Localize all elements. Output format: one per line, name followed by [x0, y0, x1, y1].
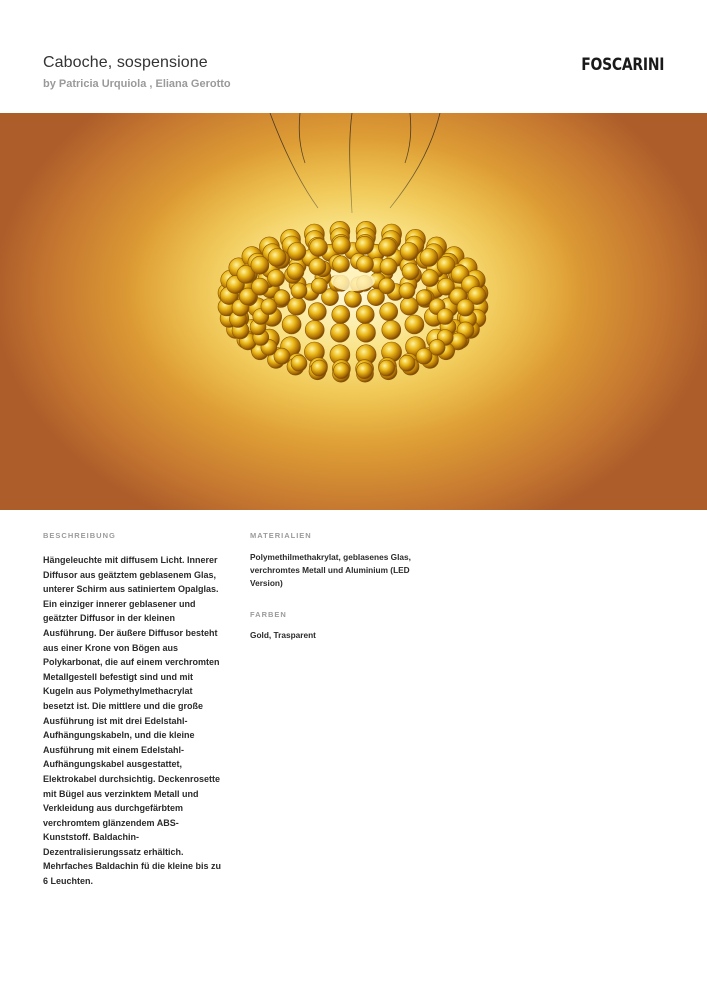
glass-bead	[379, 238, 397, 256]
glass-bead	[357, 363, 373, 379]
description-label: BESCHREIBUNG	[43, 531, 116, 540]
materials-text: Polymethilmethakrylat, geblasenes Glas, verchromtes Metall und Aluminium (LED Version)	[250, 552, 411, 588]
glass-bead	[309, 258, 326, 275]
glass-bead	[416, 348, 432, 364]
materials-label: MATERIALIEN	[250, 531, 312, 540]
colors-text: Gold, Trasparent	[250, 630, 316, 640]
glass-bead	[333, 256, 350, 273]
glass-bead	[422, 270, 439, 287]
glass-bead	[402, 263, 419, 280]
glass-bead	[380, 258, 397, 275]
brand-logo: FOSCARINI	[581, 55, 664, 75]
glass-bead	[287, 263, 304, 280]
glass-bead	[437, 309, 453, 325]
description-text: Hängeleuchte mit diffusem Licht. Innerer Diffusor aus geätztem geblasenem Glas, unterer Schirm aus satiniertem Opalglas. Ein einziger innerer geblasener und geätzter Diffusor in der kleinen Ausführung. Der äußere Diffusor besteht aus einer Krone von Bögen aus Polykarbonat, die auf einem verchromten Metallgestell befestigt sind und mit Kugeln aus Polymethylmethacrylat besetzt ist. Die mittlere und die große Ausführung ist mit drei Edelstahl-Aufhängungskabeln, und die kleine Ausführung mit einem Edelstahl-Aufhängungskabel ausgestattet, Elektrokabel durchsichtig. Deckenrosette mit Bügel aus verzinktem Metall und Verkleidung aus durchgefärbtem verchromtem glänzendem ABS-Kunststoff. Baldachin-Dezentralisierungssatz erhältich. Mehrfaches Baldachin fü die kleine bis zu 6 Leuchten.	[43, 555, 222, 887]
glass-bead	[400, 243, 418, 261]
glass-bead	[399, 283, 415, 299]
glass-bead	[288, 243, 306, 261]
glass-bead	[405, 315, 424, 334]
glass-bead	[288, 297, 306, 315]
glass-bead	[268, 249, 286, 267]
glass-bead	[291, 355, 307, 371]
page-header	[0, 0, 707, 113]
glass-bead	[305, 320, 324, 339]
glass-bead	[356, 236, 374, 254]
glass-bead	[268, 270, 285, 287]
glass-bead	[457, 299, 474, 316]
glass-bead	[291, 283, 307, 299]
glass-bead	[357, 323, 376, 342]
designer-credit: by Patricia Urquiola , Eliana Gerotto	[43, 78, 231, 90]
product-title: Caboche, sospensione	[43, 54, 208, 71]
glass-bead	[274, 290, 290, 306]
lamp-core	[331, 271, 375, 291]
pendant-lamp-icon	[0, 113, 707, 510]
glass-bead	[379, 278, 395, 294]
glass-bead	[356, 306, 374, 324]
glass-bead	[251, 256, 269, 274]
glass-bead	[382, 320, 401, 339]
glass-bead	[380, 303, 398, 321]
glass-bead	[311, 278, 327, 294]
glass-bead	[420, 249, 438, 267]
glass-bead	[252, 278, 269, 295]
glass-bead	[332, 306, 350, 324]
glass-bead	[308, 303, 326, 321]
glass-bead	[332, 236, 350, 254]
glass-bead	[399, 355, 415, 371]
glass-bead	[379, 360, 395, 376]
glass-bead	[334, 363, 350, 379]
product-photo	[0, 113, 707, 510]
colors-label: FARBEN	[250, 610, 287, 619]
glass-bead	[331, 323, 350, 342]
glass-bead	[400, 297, 418, 315]
glass-bead	[311, 360, 327, 376]
glass-bead	[357, 256, 374, 273]
glass-bead	[282, 315, 301, 334]
glass-bead	[310, 238, 328, 256]
